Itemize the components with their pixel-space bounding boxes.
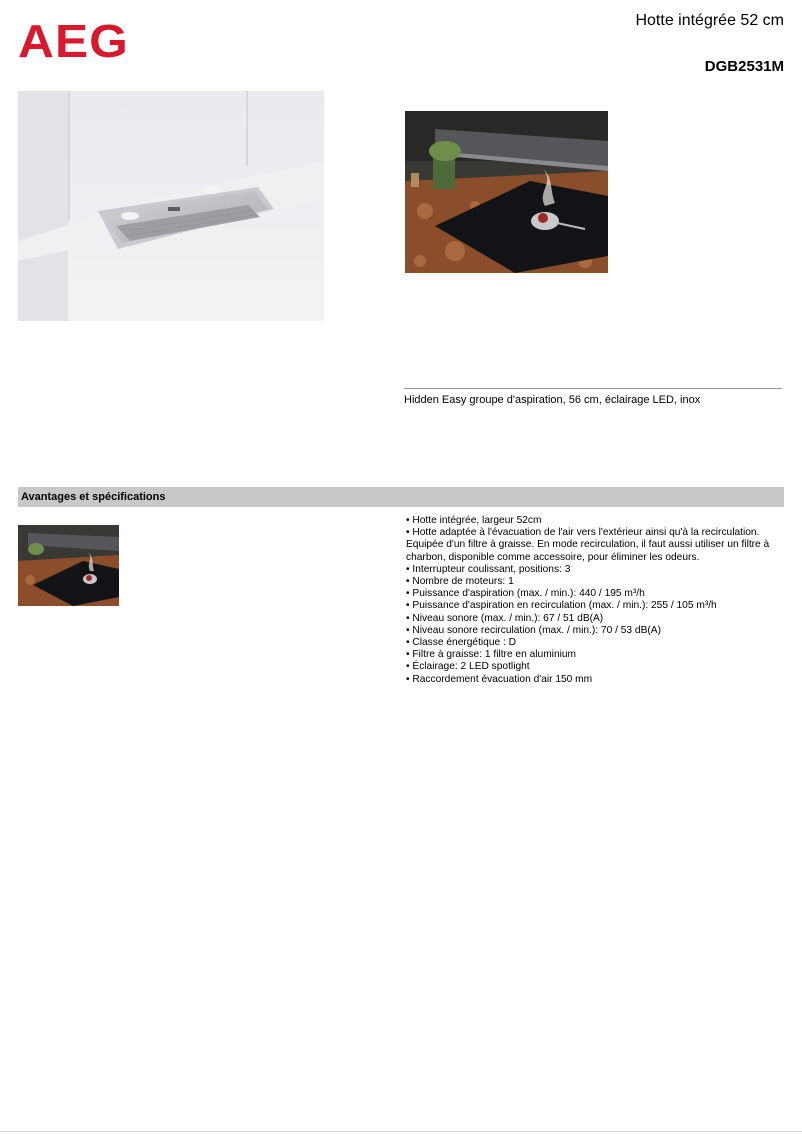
kitchen-scene-photo — [405, 111, 608, 273]
spec-item: • Raccordement évacuation d'air 150 mm — [406, 673, 593, 685]
spec-item: • Hotte adaptée à l'évacuation de l'air vers l'extérieur ainsi qu'à la recirculation. Equipée d'un filtre à graisse. En mode recirculation, il faut aussi utiliser un filtre à charbon, disponible comme accessoire, pour éliminer les odeurs. — [406, 527, 770, 563]
spec-item: • Puissance d'aspiration (max. / min.): 440 / 195 m³/h — [406, 588, 645, 600]
specifications-list — [406, 515, 786, 686]
spec-item: • Classe énergétique : D — [406, 637, 517, 649]
product-short-description: Hidden Easy groupe d'aspiration, 56 cm, éclairage LED, inox — [404, 394, 701, 406]
aeg-logo — [18, 15, 130, 67]
spec-item: • Nombre de moteurs: 1 — [406, 576, 514, 588]
spec-item: • Niveau sonore (max. / min.): 67 / 51 dB(A) — [406, 612, 604, 624]
spec-item: • Niveau sonore recirculation (max. / min.): 70 / 53 dB(A) — [406, 624, 661, 636]
spec-item: • Éclairage: 2 LED spotlight — [406, 661, 530, 673]
kitchen-thumbnail-photo — [18, 525, 119, 606]
product-photo — [18, 91, 324, 321]
product-title: Hotte intégrée 52 cm — [635, 12, 784, 29]
logo-text: AEG — [18, 15, 129, 67]
section-heading: Avantages et spécifications — [18, 487, 784, 507]
spec-item: • Filtre à graisse: 1 filtre en aluminium — [406, 649, 577, 661]
page-bottom-divider — [0, 1131, 802, 1132]
divider — [404, 388, 782, 389]
model-number: DGB2531M — [704, 58, 784, 75]
spec-item: • Puissance d'aspiration en recirculation (max. / min.): 255 / 105 m³/h — [406, 600, 717, 612]
spec-item: • Hotte intégrée, largeur 52cm — [406, 515, 542, 526]
spec-item: • Interrupteur coulissant, positions: 3 — [406, 563, 571, 575]
